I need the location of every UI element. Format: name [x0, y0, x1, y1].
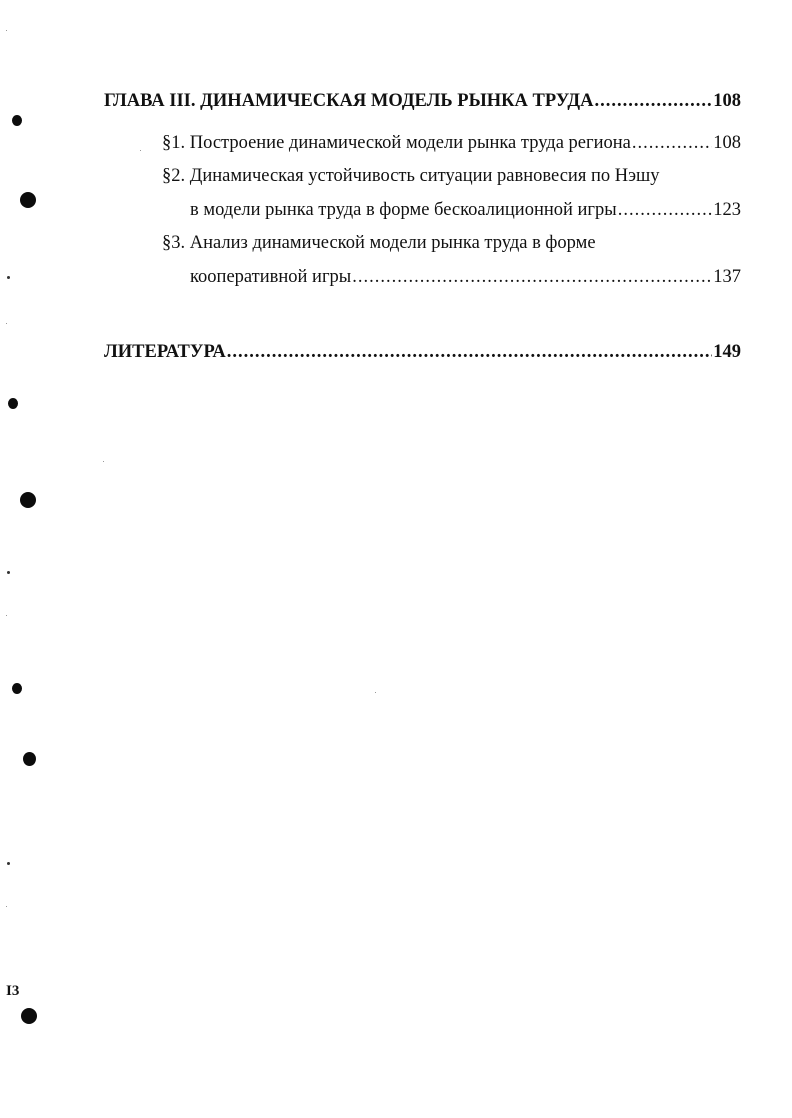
- toc-page-number: 149: [713, 342, 741, 362]
- toc-entry-title: §1. Построение динамической модели рынка труда региона: [162, 133, 631, 153]
- punch-hole: [23, 752, 36, 766]
- scan-speck: [103, 461, 104, 462]
- scan-speck: [7, 862, 10, 865]
- punch-hole: [12, 115, 22, 126]
- margin-mark: I3: [6, 983, 20, 999]
- toc-entry-section-2-line1[interactable]: §2. Динамическая устойчивость ситуации равновесия по Нэшу: [162, 166, 660, 186]
- dot-leader: [618, 201, 713, 220]
- toc-entry-section-2[interactable]: [190, 201, 741, 220]
- toc-entry-title: ЛИТЕРАТУРА: [104, 342, 226, 362]
- scan-speck: [6, 615, 7, 616]
- toc-page-number: 108: [713, 91, 741, 111]
- toc-entry-title: в модели рынка труда в форме бескоалиционной игры: [190, 200, 617, 220]
- toc-entry-section-1[interactable]: [162, 134, 741, 153]
- toc-page-number: 123: [713, 200, 741, 220]
- toc-page-number: 108: [713, 133, 741, 153]
- scan-speck: [6, 323, 7, 324]
- scan-speck: [7, 276, 10, 279]
- punch-hole: [8, 398, 18, 409]
- toc-entry-title: ГЛАВА III. ДИНАМИЧЕСКАЯ МОДЕЛЬ РЫНКА ТРУДА: [104, 91, 594, 111]
- dot-leader: [227, 343, 713, 362]
- toc-page-number: 137: [713, 267, 741, 287]
- scan-speck: [7, 571, 10, 574]
- punch-hole: [20, 492, 36, 508]
- punch-hole: [20, 192, 36, 208]
- toc-entry-section-3[interactable]: [190, 268, 741, 287]
- punch-hole: [21, 1008, 37, 1024]
- scan-speck: [6, 30, 7, 31]
- toc-entry-literature[interactable]: [104, 343, 741, 362]
- dot-leader: [632, 134, 712, 153]
- toc-entry-title: кооперативной игры: [190, 267, 352, 287]
- dot-leader: [352, 268, 712, 287]
- scan-speck: [140, 150, 141, 151]
- toc-entry-section-3-line1[interactable]: §3. Анализ динамической модели рынка труда в форме: [162, 233, 596, 253]
- scan-speck: [6, 906, 7, 907]
- dot-leader: [595, 92, 713, 111]
- scan-speck: [375, 692, 376, 693]
- toc-entry-chapter-3[interactable]: [104, 92, 741, 111]
- punch-hole: [12, 683, 22, 694]
